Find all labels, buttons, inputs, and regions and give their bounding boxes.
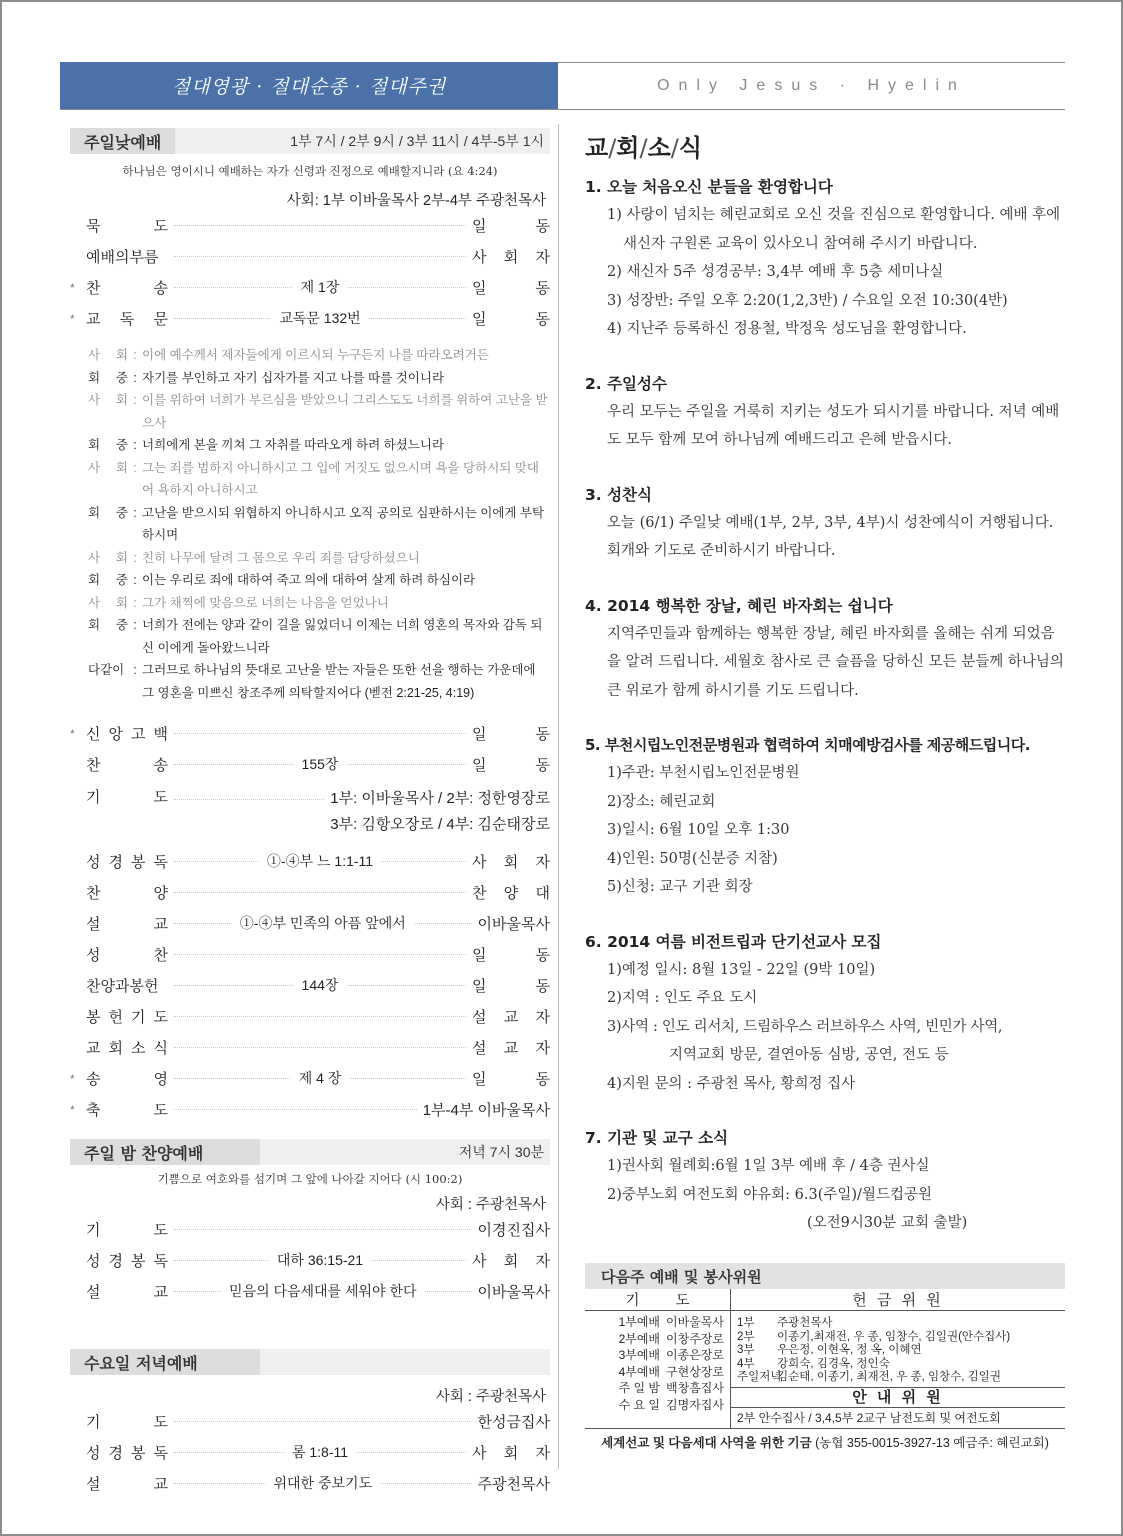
motto-banner: 절대영광 · 절대순종 · 절대주권: [60, 62, 558, 109]
offering-names: 김순태, 이종기, 최재전, 우 종, 임창수, 김일권: [777, 1371, 1001, 1383]
fund-account: (농협 355-0015-3927-13 예금주: 혜린교회): [811, 1435, 1049, 1450]
reading-text: 이에 예수께서 제자들에게 이르시되 누구든지 나를 따라오려거든: [142, 348, 489, 362]
leader-dots: [174, 733, 466, 734]
title-char: 회: [616, 134, 640, 162]
reading-text: 너희에게 본을 끼쳐 그 자취를 따라오게 하려 하셨느니라: [142, 438, 445, 452]
order-row: [70, 1468, 550, 1499]
reading-line: [88, 457, 550, 502]
prayer-row: [585, 1364, 730, 1381]
standing-mark: *: [70, 726, 75, 741]
service-times: 1부 7시 / 2부 9시 / 3부 11시 / 4부-5부 1시: [290, 133, 544, 149]
news-line: 1)예정 일시: 8월 13일 - 22일 (9박 10일): [607, 961, 876, 978]
standing-mark: *: [70, 280, 75, 295]
prayer-person: 김명자집사: [666, 1397, 724, 1412]
usher-header: 안 내 위 원: [731, 1388, 1065, 1408]
section-title: 주일낮예배: [70, 128, 175, 154]
prayer-list: [585, 1314, 730, 1413]
reading-line: [88, 389, 550, 434]
leader-dots: [174, 1047, 466, 1048]
presider: 사회 : 주광천목사: [435, 1197, 546, 1213]
wednesday-header: [70, 1349, 550, 1375]
order-row: [70, 1437, 550, 1468]
prayer-person: 이바울목사: [666, 1315, 724, 1329]
order-item-person: 설 교 자: [472, 1040, 550, 1057]
order-item-person: 사 회 자: [472, 249, 550, 266]
leader-dots: [174, 915, 472, 931]
reading-text: 그러므로 하나님의 뜻대로 고난을 받는 자들은 또한 선을 행하는 가운데에 그 영혼을 미쁘신 창조주께 의탁할지어다 (벧전 2:21-25, 4:19): [142, 663, 536, 700]
order-item-detail: 롬 1:8-11: [284, 1442, 356, 1462]
order-item-person: 찬 양 대: [472, 885, 550, 902]
news-line: 2) 새신자 5주 성경공부: 3,4부 예배 후 5층 세미나실: [607, 264, 944, 280]
news-line: 1)주관: 부천시립노인전문병원: [607, 765, 800, 781]
order-item-person: 일 동: [472, 978, 550, 995]
order-item-person: 일 동: [472, 311, 550, 328]
order-item-person: 이바울목사: [477, 916, 550, 933]
reading-line: [88, 614, 550, 659]
colon: :: [133, 573, 137, 587]
reading-text: 고난을 받으시되 위협하지 아니하시고 오직 공의로 심판하시는 이에게 부탁하시며: [142, 505, 545, 542]
leader-dots: [174, 310, 466, 326]
order-item-name: 기 도: [86, 1414, 168, 1431]
news-line: 3) 성장반: 주일 오후 2:20(1,2,3반) / 수요일 오전 10:30(4반): [607, 292, 1008, 309]
prayer-row: [585, 1397, 730, 1414]
order-item-detail: 144장: [294, 975, 347, 995]
news-line: 3)일시: 6월 10일 오후 1:30: [607, 822, 790, 838]
order-row: [70, 1406, 550, 1437]
servers-table: [585, 1289, 1065, 1429]
colon: :: [133, 618, 137, 632]
order-item-name: 찬 양: [86, 885, 168, 902]
prayer-header: 기 도: [585, 1289, 730, 1311]
prayer-row: [585, 1347, 730, 1364]
order-item-name: 성 찬: [86, 947, 168, 964]
standing-mark: *: [70, 1102, 75, 1117]
order-list-top: [70, 210, 550, 334]
order-item-person: 사 회 자: [472, 1253, 550, 1270]
fund-title: 세계선교 및 다음세대 사역을 위한 기금: [601, 1435, 812, 1450]
order-row: [70, 1276, 550, 1307]
offering-service: 4부: [737, 1357, 755, 1370]
reading-speaker: 회 중: [88, 573, 128, 587]
order-item-person: 일 동: [472, 757, 550, 774]
order-item-person: 사 회 자: [472, 1445, 550, 1462]
leader-dots: [174, 1421, 472, 1422]
leader-dots: [174, 799, 324, 800]
order-item-name: 교 회 소 식: [86, 1040, 168, 1057]
order-item-name: 예배의부름: [86, 249, 159, 266]
order-item-detail: 155장: [294, 754, 347, 774]
offering-row: [731, 1317, 1065, 1331]
news-line: 4)인원: 50명(신분증 지참): [607, 850, 778, 867]
colon: :: [133, 505, 137, 520]
section-title: 수요일 저녁예배: [70, 1349, 260, 1375]
usher-value: 2부 안수집사 / 3,4,5부 2교구 남전도회 및 여전도회: [737, 1410, 1001, 1425]
leader-dots: [174, 853, 466, 869]
order-row: [70, 877, 550, 908]
prayer-person: 구현상장로: [666, 1364, 724, 1379]
order-item-detail: 제 1장: [293, 277, 348, 297]
leader-dots: [174, 1444, 466, 1460]
prayer-row: [585, 1380, 730, 1397]
order-item-detail: 제 4 장: [291, 1068, 350, 1088]
order-item-name: 성 경 봉 독: [86, 1253, 168, 1270]
prayer-row: [585, 1331, 730, 1348]
news-heading: 5. 부천시립노인전문병원과 협력하여 치매예방검사를 제공해드립니다.: [585, 736, 1030, 754]
order-row: [70, 1063, 550, 1094]
leader-dots: [174, 1070, 466, 1086]
title-char: 식: [678, 134, 703, 162]
evening-order-list: [70, 1214, 550, 1307]
order-row: [70, 718, 550, 749]
order-row: [70, 939, 550, 970]
leader-dots: [174, 1109, 417, 1110]
order-item-name: 성 경 봉 독: [86, 1445, 168, 1462]
mission-fund-notice: [585, 1433, 1065, 1451]
news-line: 2)장소: 혜린교회: [607, 793, 716, 810]
colon: :: [133, 438, 137, 452]
order-row: [70, 1001, 550, 1032]
order-list-bottom: [70, 718, 550, 1125]
reading-speaker: 사 회: [88, 595, 128, 610]
news-line: 2)지역 : 인도 주요 도시: [607, 990, 758, 1006]
order-item-name: 송 영: [86, 1071, 168, 1088]
leader-dots: [174, 279, 466, 295]
news-line: 4)지원 문의 : 주광천 목사, 황희정 집사: [607, 1075, 856, 1092]
reading-line: [88, 367, 550, 390]
leader-dots: [174, 1016, 466, 1017]
order-row: [70, 749, 550, 780]
order-item-person: 일 동: [472, 218, 550, 235]
person-line: 1부: 이바울목사 / 2부: 정한영장로: [330, 790, 550, 807]
colon: :: [133, 663, 137, 677]
colon: :: [133, 460, 137, 475]
order-item-name: 봉 헌 기 도: [86, 1009, 168, 1026]
worship-order-column: [70, 128, 550, 1499]
order-item-name: 찬양과봉헌: [86, 978, 159, 995]
order-row: [70, 1094, 550, 1125]
order-row: [70, 272, 550, 303]
order-row: [70, 1032, 550, 1063]
order-item-person: 일 동: [472, 280, 550, 297]
order-row: [70, 908, 550, 939]
news-heading: 1. 오늘 처음오신 분들을 환영합니다: [585, 178, 833, 196]
news-line: 3)사역 : 인도 리서치, 드림하우스 러브하우스 사역, 빈민가 사역,: [607, 1018, 1003, 1035]
reading-speaker: 사 회: [88, 460, 128, 475]
title-char: 교: [585, 134, 609, 162]
order-row: [70, 241, 550, 272]
offering-row: [731, 1331, 1065, 1345]
news-line: 1)권사회 월례회:6월 1일 3부 예배 후 / 4층 권사실: [607, 1158, 930, 1174]
sunday-evening-header: [70, 1139, 550, 1165]
church-news-column: [585, 128, 1065, 1264]
leader-dots: [174, 1475, 472, 1491]
order-item-name: 신 앙 고 백: [86, 726, 168, 743]
reading-text: 그는 죄를 범하지 아니하시고 그 입에 거짓도 없으시며 욕을 당하시되 맞대어 욕하지 아니하시고: [142, 460, 539, 497]
header-bottom-rule: [60, 109, 1065, 110]
order-item-person: 1부-4부 이바울목사: [422, 1102, 550, 1119]
news-item-bazaar: [585, 592, 1065, 706]
theme-verse: 기쁨으로 여호와를 섬기며 그 앞에 나아갈 지어다 (시 100:2): [157, 1172, 463, 1186]
offering-service: 1부: [737, 1317, 755, 1329]
news-line: 오늘 (6/1) 주일낮 예배(1부, 2부, 3부, 4부)시 성찬예식이 거행됩니다. 회개와 기도로 준비하시기 바랍니다.: [607, 514, 1054, 559]
reading-line: [88, 434, 550, 457]
leader-dots: [174, 954, 466, 955]
order-item-detail: 대하 36:15-21: [269, 1250, 371, 1270]
order-row: [70, 970, 550, 1001]
offering-names: 이종기,최재전, 우 종, 임창수, 김일권(안수집사): [777, 1330, 1011, 1343]
news-heading: 4. 2014 행복한 장날, 혜린 바자회는 쉽니다: [585, 596, 893, 615]
news-item-group-news: [585, 1124, 1065, 1238]
colon: :: [133, 550, 137, 565]
reading-speaker: 사 회: [88, 550, 128, 565]
reading-speaker: 회 중: [88, 438, 128, 452]
order-item-person: 일 동: [472, 1071, 550, 1088]
offering-header: 헌 금 위 원: [731, 1289, 1065, 1311]
offering-row: [731, 1371, 1065, 1385]
order-item-detail: 위대한 중보기도: [265, 1473, 380, 1493]
order-row: [70, 1245, 550, 1276]
order-item-person: 이바울목사: [477, 1284, 550, 1301]
news-line: 1) 사랑이 넘치는 혜린교회로 오신 것을 진심으로 환영합니다. 예배 후에 새신자 구원론 교육이 있사오니 참여해 주시기 바랍니다.: [607, 207, 1061, 252]
reading-speaker: 회 중: [88, 370, 128, 385]
standing-mark: *: [70, 311, 75, 326]
order-row: [70, 303, 550, 334]
order-item-person: 한성금집사: [477, 1414, 550, 1431]
news-item-vision-trip: [585, 928, 1065, 1099]
news-item-dementia-screening: [585, 731, 1065, 902]
news-line: 4) 지난주 등록하신 정용철, 박정욱 성도님을 환영합니다.: [607, 321, 967, 337]
reading-line: [88, 592, 550, 615]
news-line: (오전9시30분 교회 출발): [807, 1215, 968, 1231]
order-item-name: 기 도: [86, 789, 168, 806]
order-item-name: 묵 도: [86, 218, 168, 235]
leader-dots: [174, 1252, 466, 1268]
order-item-detail: ①-④부 민족의 아픔 앞에서: [232, 913, 414, 933]
offering-service: 주일저녁: [737, 1371, 782, 1383]
offering-usher-column: [731, 1289, 1065, 1428]
order-item-detail: 교독문 132번: [271, 308, 368, 328]
prayer-row: [585, 1314, 730, 1331]
reading-speaker: 사 회: [88, 393, 128, 407]
offering-service: 2부: [737, 1330, 755, 1343]
order-row: [70, 780, 550, 838]
service-label: 수 요 일: [618, 1397, 661, 1412]
news-line: 우리 모두는 주일을 거룩히 지키는 성도가 되시기를 바랍니다. 저녁 예배도 모두 함께 모여 하나님께 예배드리고 은혜 받읍시다.: [607, 403, 1060, 448]
service-label: 2부예배: [618, 1331, 661, 1346]
offering-names: 우은정, 이현옥, 정 옥, 이혜연: [777, 1344, 922, 1356]
order-item-name: 설 교: [86, 1476, 168, 1493]
reading-line: [88, 569, 550, 592]
reading-text: 이는 우리로 죄에 대하여 죽고 의에 대하여 살게 하려 하심이라: [142, 573, 476, 587]
offering-names: 주광천목사: [777, 1317, 833, 1329]
theme-verse: 하나님은 영이시니 예배하는 자가 신령과 진정으로 예배할지니라 (요 4:24): [122, 164, 498, 178]
reading-text: 너희가 전에는 양과 같이 길을 잃었더니 이제는 너희 영혼의 목자와 감독 되신 이에게 돌아왔느니라: [142, 618, 543, 655]
reading-speaker: 사 회: [88, 348, 128, 362]
offering-row: [731, 1358, 1065, 1372]
person-line: 3부: 김항오장로 / 4부: 김순태장로: [330, 816, 550, 833]
standing-mark: *: [70, 1071, 75, 1086]
news-item-welcome: [585, 173, 1065, 344]
section-title: 주일 밤 찬양예배: [70, 1139, 260, 1165]
news-line: 지역주민들과 함께하는 행복한 장날, 혜린 바자회를 올해는 쉬게 되었음을 알려 드립니다. 세월호 참사로 큰 슬픔을 당하신 모든 분들께 하나님의 큰 위로가 함께 하시기를 기도 드립니다.: [607, 625, 1064, 699]
news-heading: 6. 2014 여름 비전트립과 단기선교사 모집: [585, 932, 882, 951]
order-item-name: 교 독 문: [86, 311, 168, 328]
prayer-person: 백창흠집사: [666, 1381, 724, 1395]
reading-text: 자기를 부인하고 자기 십자가를 지고 나를 따를 것이니라: [142, 370, 445, 385]
news-line: 지역교회 방문, 결연아동 심방, 공연, 전도 등: [669, 1047, 949, 1063]
wednesday-order-list: [70, 1406, 550, 1499]
order-item-person: 주광천목사: [477, 1476, 550, 1493]
order-item-name: 축 도: [86, 1102, 168, 1119]
column-divider: [558, 124, 559, 1469]
service-label: 1부예배: [618, 1315, 661, 1329]
service-label: 주 일 밤: [618, 1381, 661, 1395]
next-week-servers: [585, 1263, 1065, 1451]
news-heading: 2. 주일성수: [585, 374, 667, 393]
news-heading: 7. 기관 및 교구 소식: [585, 1129, 729, 1147]
order-item-name: 성 경 봉 독: [86, 854, 168, 871]
colon: :: [133, 595, 137, 610]
order-item-person: 설 교 자: [472, 1009, 550, 1026]
order-item-name: 설 교: [86, 1284, 168, 1301]
colon: :: [133, 348, 137, 362]
leader-dots: [174, 892, 466, 893]
news-heading: 3. 성찬식: [585, 485, 652, 504]
offering-service: 3부: [737, 1344, 755, 1356]
colon: :: [133, 393, 137, 407]
service-time: 저녁 7시 30분: [458, 1144, 544, 1160]
prayer-column: [585, 1289, 731, 1428]
order-row: [70, 210, 550, 241]
order-item-name: 설 교: [86, 916, 168, 933]
presider: 사회 : 주광천목사: [435, 1389, 546, 1405]
reading-line: [88, 502, 550, 547]
leader-dots: [174, 977, 466, 993]
order-item-detail: ①-④부 느 1:1-11: [259, 851, 381, 871]
prayer-person: 이종은장로: [666, 1348, 724, 1362]
reading-line: [88, 659, 550, 704]
leader-dots: [174, 1229, 472, 1230]
reading-text: 이를 위하여 너희가 부르심을 받았으니 그리스도도 너희를 위하여 고난을 받으사: [142, 393, 548, 430]
reading-speaker: 다같이: [88, 663, 125, 677]
reading-line: [88, 344, 550, 367]
news-item-sabbath: [585, 370, 1065, 455]
leader-dots: [174, 256, 466, 257]
reading-text: 친히 나무에 달려 그 몸으로 우리 죄를 담당하셨으니: [142, 550, 420, 565]
order-item-person: 일 동: [472, 726, 550, 743]
news-item-communion: [585, 481, 1065, 566]
order-item-name: 기 도: [86, 1222, 168, 1239]
leader-dots: [174, 756, 466, 772]
news-line: 2)중부노회 여전도회 야유회: 6.3(주일)/월드컵공원: [607, 1186, 932, 1203]
service-label: 3부예배: [618, 1348, 661, 1362]
sunday-morning-header: [70, 128, 550, 154]
order-item-name: 찬 송: [86, 757, 168, 774]
colon: :: [133, 370, 137, 385]
order-item-person: 이경진집사: [477, 1222, 550, 1239]
order-item-person: [330, 786, 550, 838]
news-line: 5)신청: 교구 기관 회장: [607, 879, 753, 895]
responsive-reading: [88, 344, 550, 704]
leader-dots: [174, 1283, 472, 1299]
prayer-person: 이창주장로: [666, 1331, 724, 1346]
service-label: 4부예배: [618, 1364, 661, 1379]
title-char: 소: [647, 134, 671, 162]
reading-text: 그가 채찍에 맞음으로 너희는 나음을 얻었나니: [142, 595, 389, 610]
next-week-title: 다음주 예배 및 봉사위원: [585, 1263, 1065, 1289]
order-item-person: 사 회 자: [472, 854, 550, 871]
order-item-detail: 믿음의 다음세대를 세워야 한다: [221, 1281, 424, 1301]
news-title: 교/회/소/식: [585, 134, 703, 162]
motto-english: Only Jesus · Hyelin: [657, 76, 966, 94]
offering-row: [731, 1344, 1065, 1358]
order-row: [70, 846, 550, 877]
order-item-name: 찬 송: [86, 280, 168, 297]
offering-list: [731, 1311, 1065, 1388]
reading-speaker: 회 중: [88, 618, 128, 632]
reading-speaker: 회 중: [88, 505, 128, 520]
offering-names: 강희숙, 김경옥, 정인숙: [777, 1357, 890, 1370]
presider: 사회: 1부 이바울목사 2부-4부 주광천목사: [286, 193, 546, 209]
reading-line: [88, 547, 550, 570]
order-row: [70, 1214, 550, 1245]
leader-dots: [174, 225, 466, 226]
order-item-person: 일 동: [472, 947, 550, 964]
